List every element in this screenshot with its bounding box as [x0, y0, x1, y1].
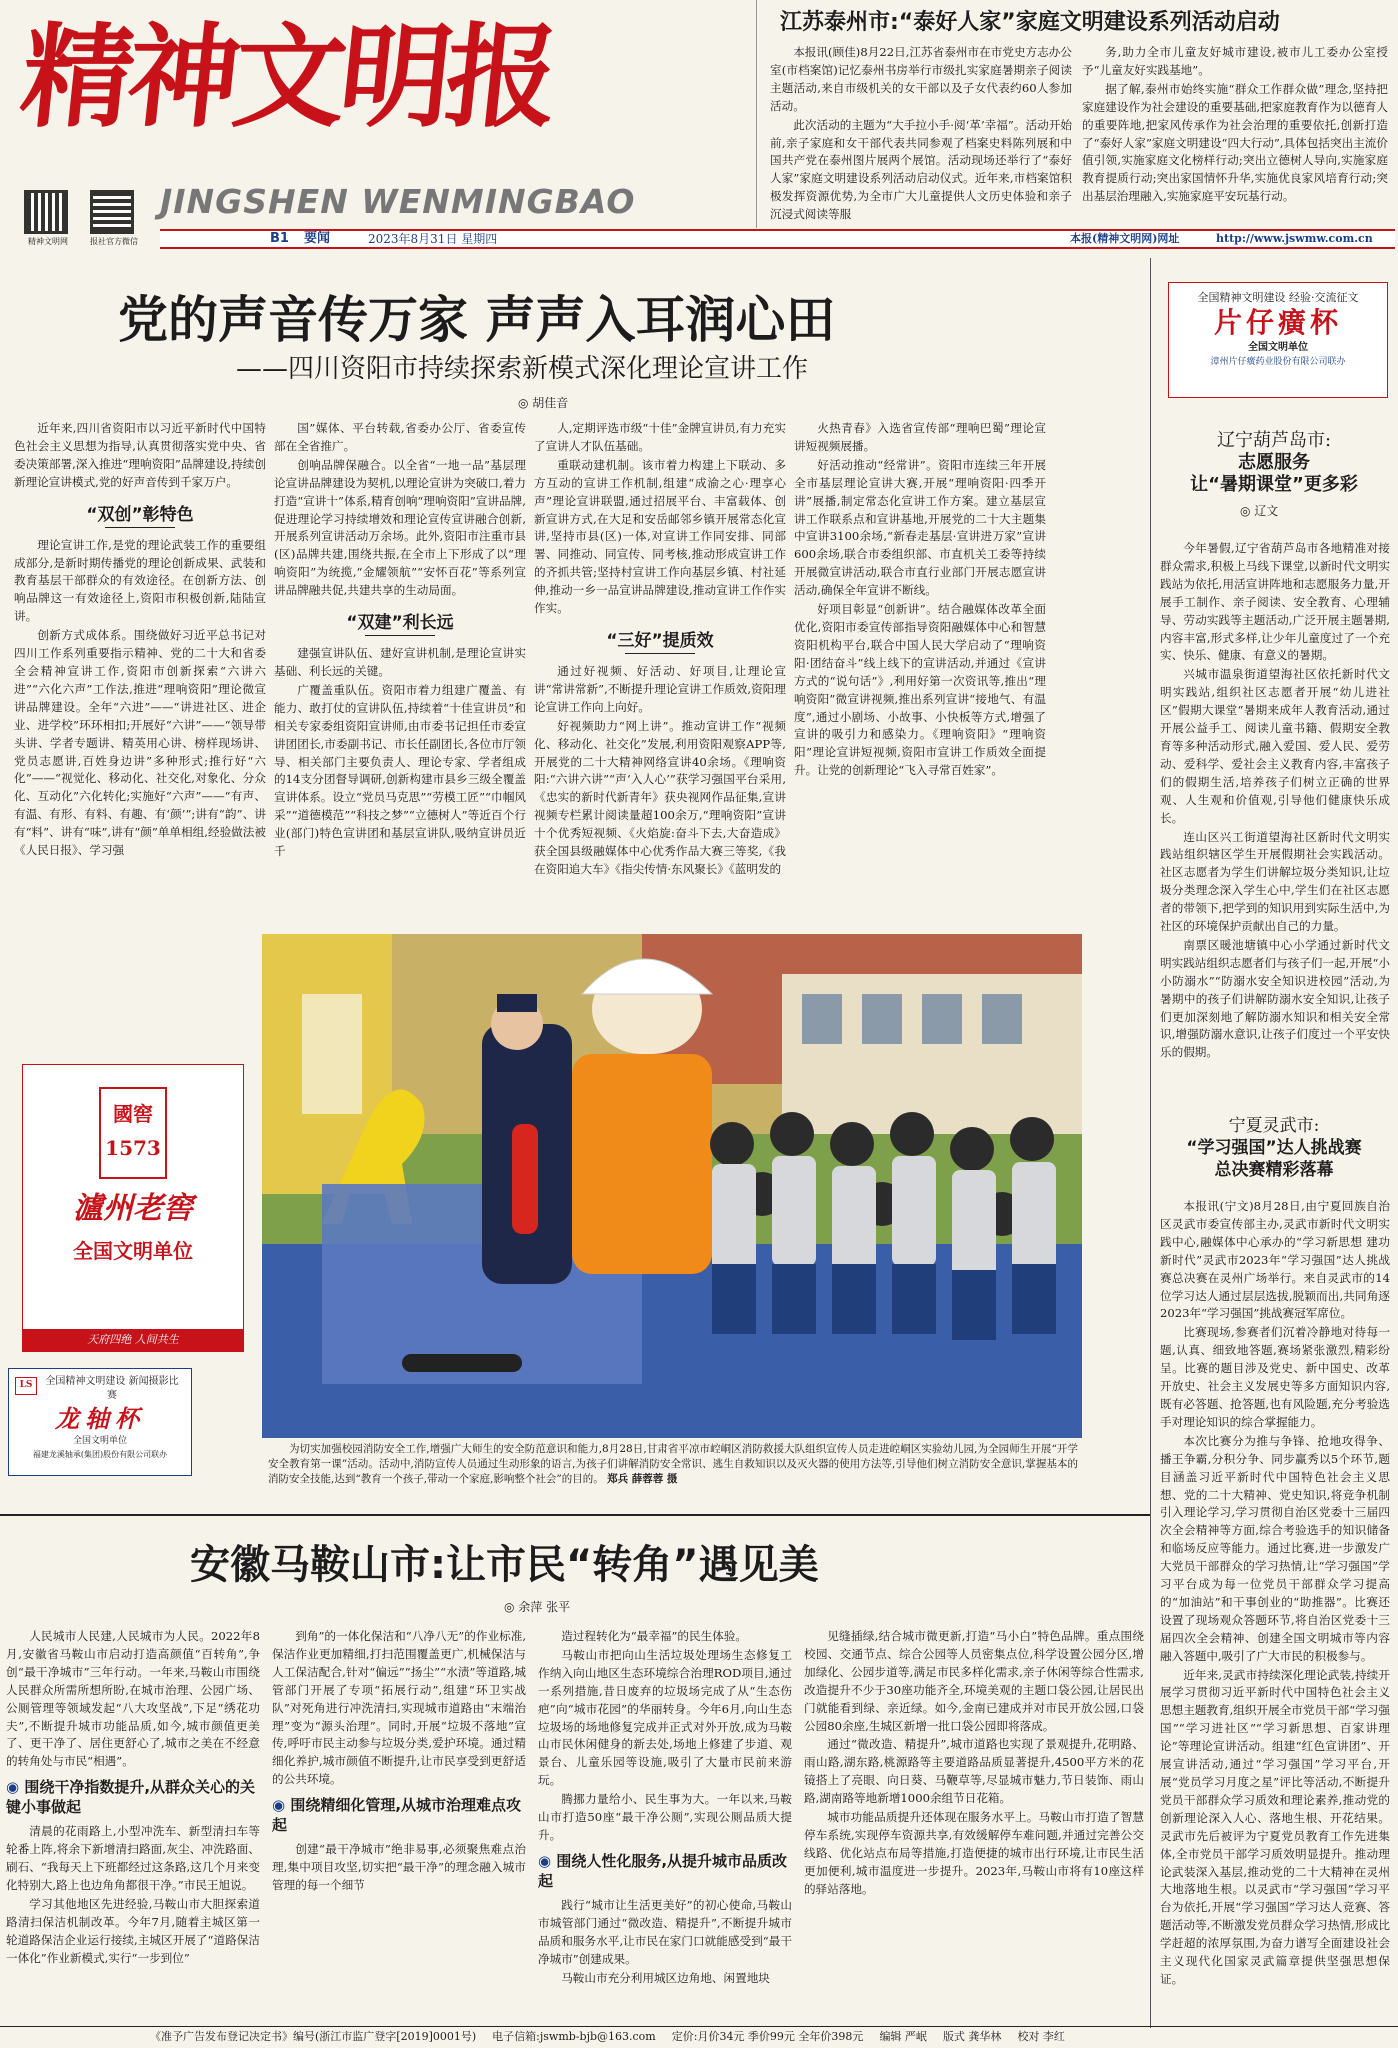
top-story-col1	[770, 44, 1072, 224]
photo-illustration	[262, 934, 1082, 1438]
ad-pianzai-top: 全国精神文明建设 经验·交流征文	[1197, 291, 1359, 304]
paragraph: 好活动推动“经常讲”。资阳市连续三年开展全市基层理论宣讲大赛,开展“理响资阳·四季开讲”展播,制定常态化宣讲工作方案。建立基层宣讲工作联系点和宣讲基地,开展党的二十大主题集中宣讲3100余场,“新春走基层·宣讲进万家”宣讲600余场,联合市委组织部、市直机关工委等持续开展微宣讲活动,联合市直行业部门开展志愿宣讲活动,确保全年宣讲不断线。	[794, 457, 1046, 598]
second-col2	[272, 1628, 526, 2008]
ad-pianzai-unit: 全国文明单位	[1248, 342, 1308, 353]
lead-subhead: ——四川资阳市持续探索新模式深化理论宣讲工作	[236, 354, 809, 384]
paragraph: 城市功能品质提升还体现在服务水平上。马鞍山市打造了智慧停车系统,实现停车资源共享,有效缓解停车难问题,并通过完善公交线路、优化站点布局等措施,打造便捷的城市出行环境,让市民生活更加便利,城市温度进一步提升。2023年,马鞍山市将有10座这样的驿站落地。	[804, 1810, 1144, 1896]
footer-editor: 编辑 严岷	[879, 2030, 927, 2043]
ad-pianzai	[1168, 282, 1388, 398]
lead-col2	[274, 420, 526, 890]
subhead-ganjing	[6, 1777, 260, 1817]
side2-title2: 总决赛精彩落幕	[1214, 1160, 1334, 1180]
subhead-jingxihua	[272, 1795, 526, 1835]
ad-longzhou-name: 龙轴杯	[55, 1404, 145, 1433]
second-col4	[804, 1628, 1144, 2008]
ad-longzhou-unit: 全国文明单位	[72, 1436, 127, 1446]
paragraph: 马鞍山市充分利用城区边角地、闲置地块	[561, 1970, 770, 1985]
footer-layout: 版式 龚华林	[942, 2030, 1002, 2043]
side2-kicker: 宁夏灵武市:	[1228, 1116, 1320, 1136]
paragraph: 通过“微改造、精提升”,城市道路也实现了景观提升,花明路、雨山路,湖东路,桃源路等主要道路品质显著提升,4500平方米的花镜搭上了亮眼、向日葵、马鞭草等,尽显城市魅力,节日装饰、雨山路,湖南路等地新增1000余组节日花箱。	[804, 1737, 1144, 1806]
paragraph: 好项目彰显“创新讲”。结合融媒体改革全面优化,资阳市委宣传部指导资阳融媒体中心和智慧资阳机构平台,联合中国人民大学启动了“理响资阳·团结奋斗”线上线下的宣讲活动,并通过《宣讲方式的“说句话”》,利用好第一次资讯等,推出“理响资阳”微宣讲视频,推出系列宣讲“接地气、有温度”,通过小剧场、小故事、小快板等方式,增强了宣讲的吸引力和感染力。《理响资阳》“理响资阳”理论宣讲短视频,资阳市宣讲工作质效全面提升。让党的创新理论“飞入寻常百姓家”。	[794, 602, 1046, 778]
lead-byline: ◎ 胡佳音	[518, 396, 569, 410]
paragraph: 连山区兴工街道望海社区新时代文明实践站组织辖区学生开展假期社会实践活动。社区志愿者为学生们讲解垃圾分类知识,让垃圾分类理念深入学生心中,学生们在社区志愿者的带领下,把学到的知识用到实际生活中,为社区的环境保护贡献出自己的力量。	[1160, 829, 1390, 934]
qr-code-2	[90, 190, 134, 234]
paragraph: 清晨的花雨路上,小型冲洗车、新型清扫车等轮番上阵,将余下新增清扫路面,灰尘、冲洗路面、刷石、“我每天上下班都经过这条路,这几个月来变化特别大,路上也边角角都很干净。”市民王旭说。	[6, 1824, 260, 1892]
second-col1	[6, 1628, 260, 2008]
photo-caption	[268, 1442, 1078, 1487]
paragraph: 近年来,灵武市持续深化理论武装,持续开展学习贯彻习近平新时代中国特色社会主义思想主题教育,组织开展全市党员干部“学习强国”“学习进社区”“学习新思想、百家讲理论”等理论宣讲活动。组建“红色宣讲团”、开展宣讲活动,通过“学习强国”学习平台,开展“党员学习月度之星”评比等活动,不断提升党员干部群众学习质效和理论素养,推动党的创新理论深入人心、落地生根、开花结果。灵武市先后被评为宁夏党员教育工作先进集体,全市党员干部学习质效明显提升。推动理论武装深入基层,推动党的二十大精神在灵州大地落地生根。以灵武市“学习强国”学习平台为依托,开展“学习强国”学习达人竞赛、答题活动等,不断激发党员群众学习热情,形成比学赶超的浓厚氛围,为奋力谱写全面建设社会主义现代化国家灵武篇章提供坚强思想保证。	[1160, 1667, 1390, 1986]
sidebar-divider	[1150, 258, 1151, 2028]
side1-title1: 志愿服务	[1238, 452, 1310, 473]
website-label: 本报(精神文明网)网址	[1070, 232, 1180, 245]
byline: 辽文	[1254, 504, 1279, 518]
section-divider	[0, 1514, 1150, 1516]
paragraph: 见缝插绿,结合城市微更新,打造“马小白”特色品牌。重点围绕校园、交通节点、综合公园等人员密集点位,科学设置公园分区,增加绿化、公园步道等,满足市民多样化需求,亲子休闲等综合性需求,改造提升不少于30座功能齐全,环境美观的主题口袋公园,让居民出门就能看到绿、亲近绿。如今,金南已建成并对市民开放公园,口袋公园80余座,生城区新增一批口袋公园即将落成。	[804, 1629, 1144, 1733]
side2-title1: “学习强国”达人挑战赛	[1186, 1138, 1362, 1158]
second-col3	[538, 1628, 792, 2008]
side1-title2: 让“暑期课堂”更多彩	[1190, 474, 1358, 495]
paragraph: 践行“城市让生活更美好”的初心使命,马鞍山市城管部门通过“微改造、精提升”,不断提升城市品质和服务水平,让市民在家门口就能感受到“最干净城市”创建成果。	[538, 1897, 792, 1966]
photo-credit: 郑兵 薛蓉蓉 摄	[607, 1473, 678, 1485]
side1-body	[1160, 540, 1390, 1090]
seal-text: 國窖 1573	[105, 1102, 161, 1160]
paragraph: 此次活动的主题为“大手拉小手·阅‘革’幸福”。活动开始前,亲子家庭和女干部代表共同参观了档案史料陈列展和中国共产党在泰州图片展两个展馆。活动现场还举行了“泰好人家”家庭文明建设系列活动启动仪式。近年来,市档案馆积极发挥资源优势,为全市广大儿童提供人文历史体验和亲子沉浸式阅读等服	[770, 117, 1072, 222]
issue-date: 2023年8月31日 星期四	[368, 232, 498, 246]
side2-body	[1160, 1198, 1390, 2018]
bullet-icon: ◉	[538, 1851, 552, 1870]
footer-email[interactable]: 电子信箱:jswmb-bjb@163.com	[492, 2030, 656, 2043]
lead-headline: 党的声音传万家 声声入耳润心田	[118, 291, 836, 349]
bullet-icon: ◉	[272, 1796, 286, 1815]
paragraph: 兴城市温泉街道望海社区依托新时代文明实践站,组织社区志愿者开展“幼儿进社区”假期大课堂“暑期来成年人教育活动,通过开展公益手工、阅读儿童书籍、假期安全教育等多种活动形式,融入爱国、爱人民、爱劳动、爱科学、爱社会主义教育内容,丰富孩子们的假期生活,培养孩子们树立正确的世界观、人生观和价值观,引导他们健康快乐成长。	[1160, 667, 1390, 825]
ls-logo-icon: LS	[15, 1377, 37, 1395]
masthead-title: 精神文明报	[15, 12, 559, 143]
ad-pianzai-name: 片仔癀杯	[1213, 306, 1342, 339]
qr-code-1	[24, 190, 68, 234]
paragraph: 学习其他地区先进经验,马鞍山市大胆探索道路清扫保洁机制改革。今年7月,随着主城区第一轮道路保洁企业运行接续,主城区开展了“道路保洁一体化”作业新模式,实行“一步到位”	[6, 1896, 260, 1965]
paragraph: 重联动建机制。该市着力构建上下联动、多方互动的宣讲工作机制,组建“成渝之心·理享心声”理论宣讲联盟,通过招展平台、丰富载体、创新宣讲方式,在大足和安岳邮邻乡镇开展常态化宣讲,坚持市县(区)一体,对宣讲工作同安排、同部署、同推动、同宣传、同考核,推动形成宣讲工作的齐抓共管;坚持村宣讲工作向基层乡镇、村社延伸,推动一乡一品宣讲品牌建设,推动宣讲工作作实作实。	[534, 457, 786, 616]
footer-license: 《准予广告发布登记决定书》编号(浙江市监广登字[2019]0001号)	[150, 2030, 477, 2043]
subhead-ganjing-text: 围绕干净指数提升,从群众关心的关键小事做起	[6, 1778, 256, 1817]
paragraph: 本报讯(顾佳)8月22日,江苏省泰州市在市党史方志办公室(市档案馆)记忆泰州书房举行市级扎实家庭暑期亲子阅读主题活动,来自市级机关的女干部以及子女代表约60人参加活动。	[770, 45, 1072, 113]
paragraph: 本报讯(宁文)8月28日,由宁夏回族自治区灵武市委宣传部主办,灵武市新时代文明实践中心,融媒体中心承办的“学习新思想 建功新时代”灵武市2023年“学习强国”达人挑战赛总决赛在灵州广场举行。来自灵武市的14位学习达人通过层层选拔,脱颖而出,共同角逐2023年“学习强国”挑战赛冠军席位。	[1160, 1199, 1390, 1321]
page-number: B1	[270, 231, 289, 246]
paragraph: 人民城市人民建,人民城市为人民。2022年8月,安徽省马鞍山市启动打造高颜值“百转角”,争创“最干净城市”三年行动。一年来,马鞍山市围绕人民群众所需所想所盼,在城市治理、公园广场、公厕管理等领域发起“八大攻坚战”,下足“绣花功夫”,不断提升城市功能品质,如今,城市颜值更美了、更干净了、居住更舒心了,城市之美在不经意的转角处与市民“相遇”。	[6, 1629, 260, 1769]
qr-label-1: 精神文明网	[28, 237, 68, 246]
top-story-title: 江苏泰州市:“泰好人家”家庭文明建设系列活动启动	[780, 10, 1280, 35]
footer-rule	[0, 2026, 1398, 2027]
subhead-renxinghua	[538, 1851, 792, 1891]
ad-guojiao	[22, 1064, 244, 1352]
paragraph: 今年暑假,辽宁省葫芦岛市各地精准对接群众需求,积极上马线下课堂,以新时代文明实践站为依托,用活宣讲阵地和志愿服务力量,开展手工制作、亲子阅读、安全教育、心理辅导、劳动实践等主题活动,广泛开展主题暑期,内容丰富,形式多样,让少年儿童度过了一个充实、快乐、健康、有意义的暑期。	[1160, 541, 1390, 663]
paragraph: 理论宣讲工作,是党的理论武装工作的重要组成部分,是新时期传播党的理论创新成果、武装和教育基层干部群众的有效途径。在创新方法、创响品牌这一有效途径上,资阳市积极创新,陆陆宣讲。	[14, 537, 266, 624]
paragraph: 通过好视频、好活动、好项目,让理论宣讲“常讲常新”,不断提升理论宣讲工作质效,资阳理论宣讲工作向上向好。	[534, 663, 786, 714]
ad-longzhou-company: 福建龙溪轴承(集团)股份有限公司联办	[32, 1450, 168, 1459]
section-name: 要闻	[304, 231, 331, 246]
paragraph: 务,助力全市儿童友好城市建设,被市儿工委办公室授予“儿童友好实践基地”。	[1082, 45, 1388, 77]
paragraph: 创新方式成体系。围绕做好习近平总书记对四川工作系列重要指示精神、党的二十大和省委全会精神宣讲工作,资阳市创新探索“六讲六进”“六化六声”工作法,推进“理响资阳”理论微宣讲品牌建设。全年“六进”——“讲进社区、进企业、进学校”环环相扣;开展好“六讲”——“领导带头讲、学者专题讲、精英用心讲、榜样现场讲、党员志愿讲,百姓身边讲”多种形式;推行好“六化”——“视觉化、移动化、社交化,对象化、分众化、互动化”六化转化;实施好“六声”——“有声、有温、有形、有料、有趣、有‘颜’”;讲有“韵”、讲有“料”、讲有“味”,讲有“颜”单单相组,经验做法被《人民日报》、学习强	[14, 628, 266, 858]
masthead-pinyin: JINGSHEN WENMINGBAO	[160, 182, 636, 221]
subhead-jingxihua-text: 围绕精细化管理,从城市治理难点攻起	[272, 1796, 522, 1835]
subhead-shuangchuang: “双创”彰特色	[14, 500, 266, 528]
footer	[150, 2029, 1390, 2045]
paragraph: 到角”的一体化保洁和“八净八无”的作业标准,保洁作业更加精细,打扫范围覆盖更广,机械保洁与人工保洁配合,针对“偏远”“扬尘”“水渍”等道路,城管部门开展了专项“拓展行动”,组建“环卫实战队”对死角进行冲洗清扫,实现城市道路由“末端治理”变为“源头治理”。同时,开展“垃圾不落地”宣传,呼吁市民主动参与垃圾分类,爱护环境。通过精细化养护,城市颜值不断提升,让市民享受到更舒适的公共环境。	[272, 1629, 526, 1787]
paragraph: 马鞍山市把向山生活垃圾处理场生态修复工作纳入向山地区生态环境综合治理ROD项目,通过一系列措施,昔日废弃的垃圾场完成了从“生态伤疤”向“城市花园”的华丽转身。今年6月,向山生态垃圾场的场地修复完成并正式对外开放,成为马鞍山市民休闲健身的新去处,场地上修建了步道、观景台、儿童乐园等设施,吸引了大量市民前来游玩。	[538, 1647, 792, 1788]
ad-guojiao-slogan: 天府四绝 人间共生	[23, 1329, 243, 1351]
paragraph: 本次比赛分为推与争锋、抢地攻得争、播王争霸,分积分争、同步赢秀以5个环节,题目涵盖习近平新时代中国特色社会主义思想、党的二十大精神、党史知识,将竞争机制引入理论学习,学习贯彻自治区党委十三届四次全会精神等方面,综合考验选手的知识储备和临场反应等能力。通过比赛,进一步激发广大党员干部群众的学习热情,让“学习强国”学习平台成为每一位党员干部群众学习提高的“加油站”和干事创业的“助推器”。比赛还设置了现场观众答题环节,将自治区党委十三届四次全会精神、创建全国文明城市等内容融入答题中,吸引了广大市民的积极参与。	[1160, 1433, 1390, 1663]
byline: 余萍 张平	[518, 1600, 571, 1614]
paragraph: 广覆盖重队伍。资阳市着力组建广覆盖、有能力、敢打仗的宣讲队伍,持续着“十佳宣讲员”和相关专家委组资阳宣讲师,由市委书记担任市委宣讲团团长,市委副书记、市长任副团长,各位市厅领导、相关部门主要负责人、理论专家、学者组成的14支分团督导调研,创新构建市县乡三级全覆盖宣讲体系。设立“党员马克思”“劳模工匠”“巾帼风采”“道德模范”“科技之梦”“立德树人”等近百个行业(部门)特色宣讲团和基层宣讲队,吸纳宣讲员近千	[274, 682, 526, 859]
news-photo	[262, 934, 1082, 1438]
second-headline: 安徽马鞍山市:让市民“转角”遇见美	[190, 1542, 819, 1588]
paragraph: 火热青春》入选省宣传部“理响巴蜀”理论宣讲短视频展播。	[794, 421, 1046, 453]
paragraph: 好视频助力“网上讲”。推动宣讲工作“视频化、移动化、社交化”发展,利用资阳观察APP等,开展党的二十大精神网络宣讲40余场。《理响资阳:“六讲六讲”“声‘入人心’”获学习强国平台采用,《忠实的新时代新青年》获央视网作品征集,宣讲视频专栏累计阅读量超100余万,“理响资阳”宣讲十个优秀短视频、《火焰旋:奋斗下去,大奋造成》获全国县级融媒体中心优秀作品大赛三等奖,《我在资阳追大车》《指尖传情·东风聚长》《蓝明发的	[534, 718, 786, 876]
paragraph: 近年来,四川省资阳市以习近平新时代中国特色社会主义思想为指导,认真贯彻落实党中央、省委决策部署,深入推进“理响资阳”品牌建设,持续创新理论宣讲模式,党的好声音传到千家万户。	[14, 421, 266, 489]
lead-col3	[534, 420, 786, 890]
side1-byline: ◎ 辽文	[1240, 504, 1279, 518]
subhead-shuangjian: “双建”利长远	[274, 608, 526, 636]
ad-longzhou	[8, 1368, 192, 1476]
paragraph: 人,定期评选市级“十佳”金牌宣讲员,有力充实了宣讲人才队伍基础。	[534, 421, 786, 453]
lead-col4	[794, 420, 1046, 890]
paragraph: 创响品牌保融合。以全省“一地一品”基层理论宣讲品牌建设为契机,以理论宣讲为突破口,着力打造“宣讲十”体系,精育创响“理响资阳”宣讲品牌,促进理论学习持续增效和理论宣传宣讲融合创新,开展系列宣讲活动万余场。此外,资阳市注重市县(区)品牌共建,围绕共振,在全市上下形成了以“理响资阳”为统揽,“金耀领航”“安怀百花”等系列宣讲品牌融共促,共建共享的生动局面。	[274, 457, 526, 598]
subhead-renxinghua-text: 围绕人性化服务,从提升城市品质改起	[538, 1851, 788, 1890]
paragraph: 创建“最干净城市”绝非易事,必须聚焦难点治理,集中项目攻坚,切实把“最干净”的理念融入城市管理的每一个细节	[272, 1842, 526, 1892]
paragraph: 南票区暖池塘镇中心小学通过新时代文明实践站组织志愿者们与孩子们一起,开展“小小防溺水”“防溺水安全知识进校园”活动,为暑期中的孩子们讲解防溺水安全知识,让孩子们更加深刻地了解防溺水知识和相关安全常识,增强防溺水意识,让孩子们度过一个平安快乐的假期。	[1160, 937, 1390, 1060]
masthead-bar	[160, 229, 1395, 249]
footer-proof: 校对 李红	[1017, 2030, 1065, 2043]
second-byline: ◎ 余萍 张平	[504, 1600, 571, 1614]
bullet-icon: ◉	[6, 1778, 20, 1797]
website-url[interactable]: http://www.jswmw.com.cn	[1216, 232, 1373, 245]
ad-pianzai-company: 漳州片仔癀药业股份有限公司联办	[1210, 357, 1346, 367]
lead-col1	[14, 420, 266, 890]
caption-text: 为切实加强校园消防安全工作,增强广大师生的安全防范意识和能力,8月28日,甘肃省平凉市崆峒区消防救援大队组织宣传人员走进崆峒区实验幼儿园,为全园师生开展“开学安全教育第一课”活动。活动中,消防宣传人员通过生动形象的语言,为孩子们讲解消防安全常识、逃生自救知识以及灭火器的使用方法等,引导他们树立消防安全意识,掌握基本的消防安全技能,达到“教育一个孩子,带动一个家庭,影响整个社会”的目的。	[268, 1443, 1078, 1485]
qr-label-2: 报社官方微信	[90, 237, 138, 246]
brand-luzhou: 瀘州老窖	[73, 1191, 193, 1226]
seal-1573	[99, 1087, 167, 1179]
paragraph: 国”媒体、平台转载,省委办公厅、省委宣传部在全省推广。	[274, 421, 526, 453]
byline: 胡佳音	[532, 396, 569, 410]
top-story-col2	[1082, 44, 1388, 224]
footer-price: 定价:月价34元 季价99元 全年价398元	[671, 2030, 864, 2043]
ad-longzhou-top: 全国精神文明建设 新闻摄影比赛	[45, 1376, 179, 1401]
paragraph: 造过程转化为“最幸福”的民生体验。	[561, 1629, 747, 1643]
side1-kicker: 辽宁葫芦岛市:	[1216, 430, 1332, 451]
ad-guojiao-title: 全国文明单位	[73, 1239, 193, 1263]
paragraph: 据了解,泰州市始终实施“群众工作群众做”理念,坚持把家庭建设作为社会建设的重要基础,把家庭教育作为以德育人的重要阵地,把家风传承作为社会治理的重要依托,创新打造了“泰好人家”家庭文明建设“四大行动”,具体包括突出主流价值引领,实施家庭文化榜样行动;突出立德树人导向,实施家庭教育提质行动;突出家国情怀升华,实施优良家风培育行动;突出基层治理融入,实施家庭平安玩基行动。	[1082, 81, 1388, 204]
paragraph: 比赛现场,参赛者们沉着冷静地对待每一题,认真、细致地答题,赛场紧张激烈,精彩纷呈。比赛的题目涉及党史、新中国史、改革开放史、社会主义发展史等多方面知识内容,既有必答题、抢答题,也有风险题,充分考验选手对理论知识的综合掌握能力。	[1160, 1325, 1390, 1429]
subhead-sanhao: “三好”提质效	[534, 626, 786, 654]
paragraph: 建强宣讲队伍、建好宣讲机制,是理论宣讲实基础、利长远的关键。	[274, 646, 526, 678]
paragraph: 腾挪力量给小、民生事为大。一年以来,马鞍山市打造50座“最干净公厕”,实现公厕品质大提升。	[538, 1792, 792, 1842]
